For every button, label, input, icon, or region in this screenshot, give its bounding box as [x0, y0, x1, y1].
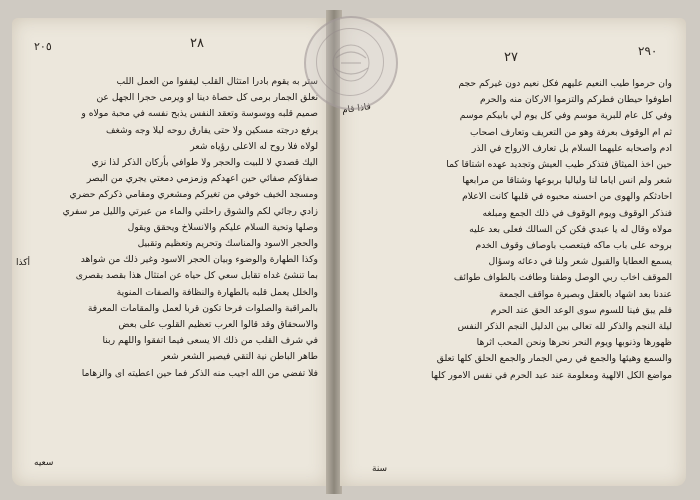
text-line: والخلل يعمل قلبه بالطهارة والنظافة والصفات المنوية: [116, 286, 318, 298]
text-line: زادي رجائي لكم والشوق راحلتي والماء من عبرتي والليل مر سفري: [62, 205, 318, 217]
text-line: بما تنشئ غداه تقابل سعي كل حياه عن امتثال هذا بقصد بقصرى: [75, 270, 318, 282]
right-archive-number: ٢٩٠: [638, 44, 658, 58]
text-line: والاسحقاق وقد قالوا العرب تعظيم القلوب على بعض: [118, 319, 318, 331]
text-line: لولاه فلا روح له الاعلى رؤياه شعر: [190, 140, 318, 152]
left-page: [12, 18, 328, 486]
text-line: اطوفوا حيطان فطركم والتزموا الاركان منه والحرم: [480, 94, 672, 106]
text-line: والحجر الاسود والمناسك وتحريم وتعظيم وتقبيل: [137, 238, 318, 250]
text-line: وفي كل عام للبرية موسم وفي كل يوم لي بابيكم موسم: [459, 110, 672, 122]
text-line: يرفع درجته مسكين ولا حتى يفارق روحه ليلا وجه وشغف: [105, 124, 318, 136]
right-catchword: سنة: [372, 464, 388, 474]
text-line: فلا تفضي من الله اجيب منه الذكر فما حين اعطيته اى والزهاما: [81, 367, 318, 379]
text-line: نعلق الجمار برمى كل حصاة دينا او ويرمى حجرا الجهل عن: [96, 92, 318, 104]
text-line: يسمع العطايا والقبول شعر ولنا في دعائه وسؤال: [488, 256, 672, 268]
ownership-seal: [304, 16, 398, 110]
text-line: عندنا بعد اشهاد بالعقل وبصيرة مواقف الجمعة: [498, 288, 672, 300]
text-line: مواضع الكل الالهية ومعلومة عند عبد الحرم في نفس الامور كلها: [431, 369, 672, 381]
text-line: صميم قلبه ووسوسة وتعقد النفس يذبح نفسه في محبة مولاه و: [81, 108, 318, 120]
text-line: احادثكم والهوى من احسنه محبوه في قلبها كانت الاعلام: [462, 191, 672, 203]
text-line: والسمع وهيئها والجمع في رمي الجمار والجمع الحلق كلها تعلق: [436, 353, 672, 365]
text-line: وكذا الطهارة والوضوء وبيان الحجر الاسود وغير ذلك من شواهد: [80, 254, 318, 266]
text-line: ظهورها وذنوبها ويوم النحر نحرها ونحن المحب اثرها: [476, 337, 672, 349]
text-line: ومسجد الخيف خوفي من تغيركم ومشعري ومقامي ذكركم حضري: [69, 189, 318, 201]
left-folio-number: ٢٨: [190, 36, 204, 51]
right-text-block: [376, 76, 672, 384]
right-folio-number: ٢٧: [504, 50, 518, 65]
left-catchword: سعيه: [34, 458, 54, 468]
text-line: ثم ام الوقوف بعرفة وهو من التعريف وتعارف اصحاب: [470, 126, 672, 138]
left-margin-note: أكذا: [16, 258, 31, 268]
text-line: شعر ولم انس اياما لنا ولياليا بربوعها وشتاقا من مرابعها: [462, 175, 672, 187]
text-line: فلم يبق فينا للسوم سوى الوعد الحق عند الحرم: [490, 304, 672, 316]
text-line: ليلة النجم والذكر لله تعالى بين الدليل النجم الذكر النفس: [457, 321, 672, 333]
text-line: بالمراقبة والصلوات فرحا تكون قربا لعمل والمقامات المعرفة: [87, 302, 318, 314]
text-line: ادم واصحابه عليهما السلام بل تعارف الارواح في الذر: [471, 142, 672, 154]
text-line: بروحه على باب ماكه فيتعصب باوصاف وقوف الخدم: [475, 240, 672, 252]
text-line: في شرف القلب من ذلك الا يسعى فيما اتفقوا واللهم ربنا: [102, 335, 318, 347]
text-line: ستر به يقوم بادرا امتثال القلب ليقفوا من العمل اللب: [116, 76, 318, 87]
text-line: حين اخذ الميثاق فتذكر طيب العيش وتجديد عهده اشتاقا كما: [446, 159, 672, 171]
text-line: اليك قصدي لا للبيت والحجر ولا طوافي بأركان الذكر لذا نزي: [91, 157, 318, 169]
left-text-block: [30, 74, 318, 382]
text-line: طاهر الباطن نية التقي فيصير الشعر شعر: [161, 351, 318, 363]
text-line: صفاؤكم صفائي حين اعهدكم وزمزمي دمعتي يجري من البصر: [86, 173, 318, 185]
text-line: مولاه وقال له يا عبدي فكن كن السالك فعلى بعد عليه: [469, 223, 672, 235]
text-line: وصلها وتحية السلام عليكم والانسلاخ ويحقق ويقول: [127, 221, 318, 233]
text-line: الموقف اخاب ربي الوصل وطفنا وطافت بالطواف طوائف: [453, 272, 672, 284]
seal-ornament: [306, 18, 396, 108]
left-archive-number: ٢٠٥: [34, 40, 52, 53]
right-margin-label: فاذا قام: [341, 102, 372, 116]
text-line: فنذكر الوقوف ويوم الوقوف في ذلك الجمع ومبلغه: [482, 207, 672, 219]
text-line: وان حرموا طيب النعيم عليهم فكل نعيم دون غيركم حجم: [458, 78, 672, 89]
